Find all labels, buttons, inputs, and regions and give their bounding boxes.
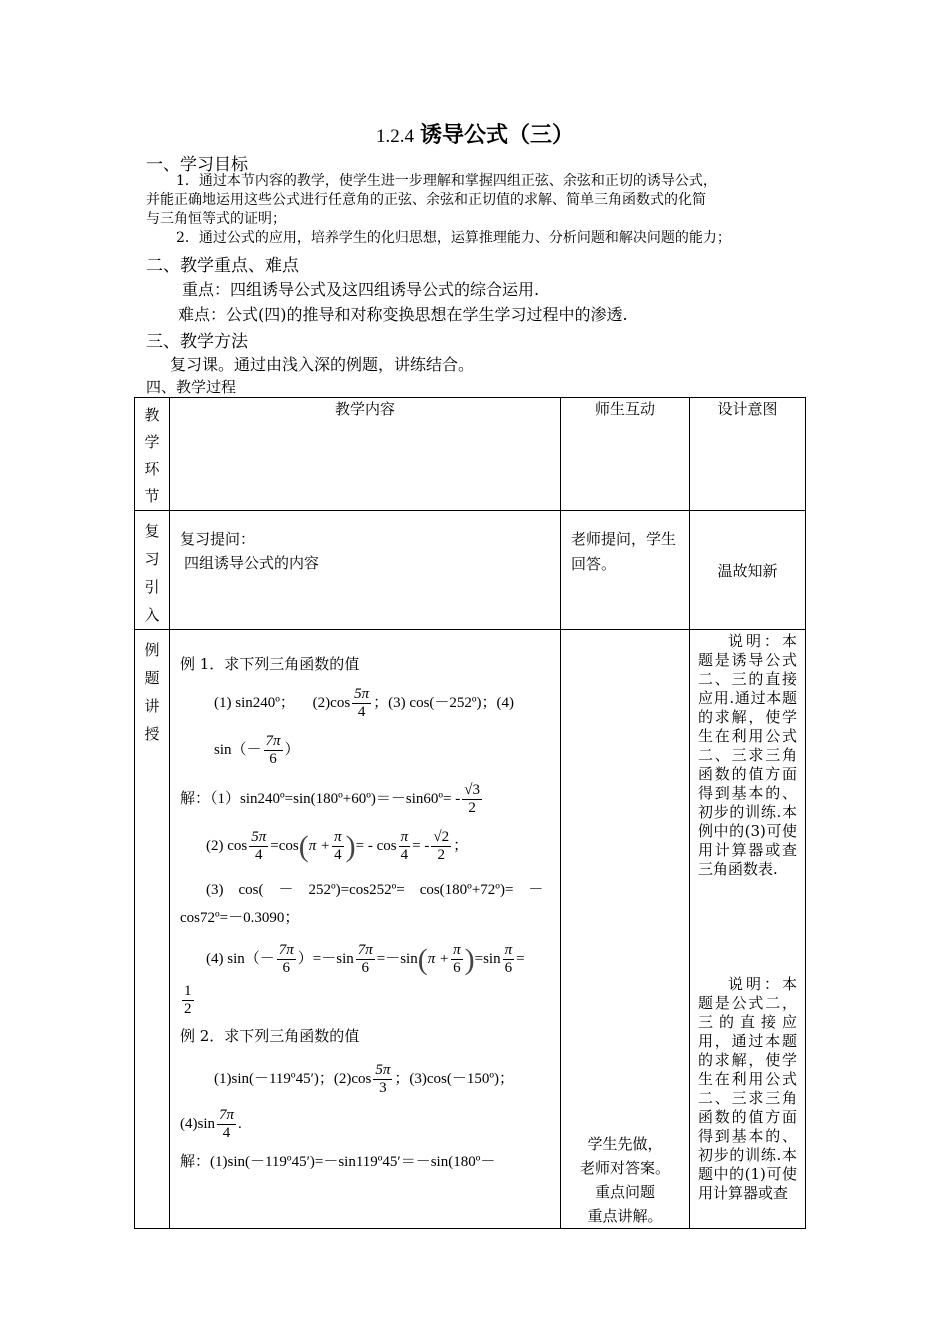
sol-text: (2) [206,837,224,854]
ex2-q-part: (1)sin(－119º45′)；(2)cos [214,1070,372,1087]
goal-2: 2．通过公式的应用，培养学生的化归思想，运算推理能力、分析问题和解决问题的能力； [176,230,731,246]
section-heading-method: 三、教学方法 [146,332,248,352]
sol-text: cos [227,837,248,854]
solution-1-3b: cos72º=－0.3090； [180,910,300,926]
header-intent: 设计意图 [690,398,806,511]
example-1-question-cont [180,733,560,768]
review-interaction: 老师提问，学生回答。 [561,511,690,630]
ex2-q-part: . [238,1115,242,1132]
fraction [503,942,515,977]
goal-1-line-3: 与三角恒等式的证明； [146,211,286,227]
intent-note-2: 说明：本题是公式二，三的直接应用，通过本题的求解，使学生在利用公式二、三求三角函数的值方面得到基本的、初步的训练.本题中的(1)可使用计算器或查 [698,975,797,1202]
frac-num: 1 [184,983,192,999]
ex1-q-part: sin（－ [214,741,262,758]
sol-text: π + [308,837,331,854]
interaction-line: 重点问题 [594,1183,655,1201]
left-paren: ( [298,829,309,863]
frac-num: 5π [354,686,370,702]
page-title [0,118,950,149]
ex1-q-part: ；(3) cos(－252º)；(4) [373,694,515,711]
fraction [356,942,375,977]
fraction [399,829,411,864]
ex2-q-part: ；(3)cos(－150º)； [394,1070,515,1087]
frac-den: 6 [269,751,277,767]
right-paren: ) [464,942,475,976]
frac-num: π [334,829,342,845]
example-1-title: 例 1．求下列三角函数的值 [180,655,360,673]
solution-1-4 [180,942,560,977]
ex1-q-fn: cos [330,694,351,711]
sol-text: ； [453,837,469,854]
fraction [217,1107,236,1142]
frac-den: 4 [357,704,366,720]
fraction [182,983,194,1018]
examples-interaction [561,630,690,1229]
stage-char: 复 [144,522,160,540]
frac-num: √2 [433,829,450,845]
sol-text: (4) sin（－ [206,950,275,967]
section-heading-goals: 一、学习目标 [146,155,248,175]
example-1-question [180,686,560,721]
frac-den: 6 [282,960,290,976]
ex1-q-part: (2) [312,694,331,711]
fraction [249,829,268,864]
stage-char: 例 [144,641,160,659]
method-text: 复习课。通过由浅入深的例题，讲练结合。 [170,355,475,374]
frac-num: π [400,829,409,845]
fraction [431,829,451,864]
stage-review [135,511,170,630]
review-content [170,511,561,630]
goal-1-line-1: 1．通过本节内容的教学，使学生进一步理解和掌握四组正弦、余弦和正切的诱导公式， [176,173,717,189]
example-2-title: 例 2．求下列三角函数的值 [180,1027,360,1045]
sol-text: =sin [474,950,501,967]
frac-den: 2 [468,800,476,816]
right-paren: ) [345,829,356,863]
frac-num: 5π [251,829,267,845]
header-stage-char: 节 [144,487,160,505]
stage-char: 讲 [144,697,160,715]
interaction-line: 老师对答案。 [579,1159,670,1177]
frac-den: 2 [437,847,445,863]
interaction-line: 重点讲解。 [587,1207,663,1225]
sol-text: = [516,950,525,967]
sol-text: = - [412,837,430,854]
stage-char: 习 [144,550,160,568]
sol-text: = - [355,837,373,854]
section-heading-process: 四、教学过程 [146,378,237,396]
sol-text: cos [376,837,397,854]
left-paren: ( [417,942,428,976]
frac-den: 3 [379,1080,387,1096]
frac-num: 5π [375,1062,391,1078]
example-2-question-2 [180,1107,560,1142]
title-number: 1.2.4 [375,126,414,147]
interaction-line: 学生先做， [587,1135,663,1153]
fraction [264,733,283,768]
table-header-row [135,398,806,511]
header-interaction: 师生互动 [561,398,690,511]
review-intent: 温故知新 [690,511,806,630]
stage-char: 引 [144,578,160,596]
frac-num: √3 [464,782,480,798]
fraction [352,686,371,721]
solution-1-1 [180,782,560,817]
fraction [277,942,296,977]
fraction [332,829,344,864]
review-question-label: 复习提问： [180,530,256,548]
section-heading-key-points: 二、教学重点、难点 [146,256,299,276]
header-stage [135,398,170,511]
frac-num: 7π [357,942,373,958]
stage-char: 题 [144,669,160,687]
frac-den: 4 [334,847,342,863]
solution-1-4-result [180,983,560,1018]
solution-1-3a: (3) cos( － 252º)=cos252º= cos(180º+72º)= － [206,882,544,898]
examples-content [170,630,561,1229]
fraction [373,1062,392,1097]
key-point: 重点：四组诱导公式及这四组诱导公式的综合运用. [182,280,540,299]
teaching-process-table [134,397,806,1229]
intent-note-1: 说明：本题是诱导公式二、三的直接应用.通过本题的求解，使学生在利用公式二、三求三角函数的值方面得到基本的、初步的训练.本例中的(3)可使用计算器或查三角函数表. [698,632,797,878]
sol-text: ）=－sin [297,950,354,967]
frac-num: π [453,942,461,958]
frac-den: 4 [400,847,409,863]
sol-text: =cos [270,837,299,854]
frac-den: 6 [453,960,461,976]
frac-num: 7π [278,942,294,958]
ex1-q-part: (1) sin240º； [214,694,295,711]
ex2-q-part: (4)sin [180,1115,215,1132]
frac-num: 7π [219,1107,235,1123]
ex1-q-part: ） [284,741,300,758]
solution-1-2 [180,829,560,864]
review-question-text: 四组诱导公式的内容 [184,554,320,572]
sol-text: =－sin [376,950,418,967]
header-content: 教学内容 [170,398,561,511]
header-stage-char: 教 [144,406,160,424]
header-stage-char: 学 [144,433,160,451]
table-row-review [135,511,806,630]
title-text: 诱导公式（三） [419,122,574,148]
fraction [451,942,463,977]
sol-text: π + [427,950,450,967]
frac-den: 6 [504,960,513,976]
goal-1-line-2: 并能正确地运用这些公式进行任意角的正弦、余弦和正切值的求解、简单三角函数式的化简 [146,192,706,208]
stage-examples [135,630,170,1229]
stage-char: 授 [144,725,160,743]
frac-num: π [504,942,513,958]
frac-num: 7π [265,733,281,749]
sol-text: 解：（1）sin240º=sin(180º+60º)＝－sin60º= - [180,790,461,807]
frac-den: 4 [255,847,263,863]
solution-2-1: 解：(1)sin(－119º45′)=－sin119º45′＝－sin(180º－ [180,1154,496,1170]
examples-intent [690,630,806,1229]
difficult-point: 难点：公式(四)的推导和对称变换思想在学生学习过程中的渗透. [178,305,628,324]
header-stage-char: 环 [144,460,160,478]
fraction [462,782,482,817]
frac-den: 4 [222,1125,231,1141]
frac-den: 2 [184,1001,192,1017]
example-2-question-1 [180,1062,560,1097]
stage-char: 入 [144,606,160,624]
table-row-examples [135,630,806,1229]
frac-den: 6 [361,960,369,976]
